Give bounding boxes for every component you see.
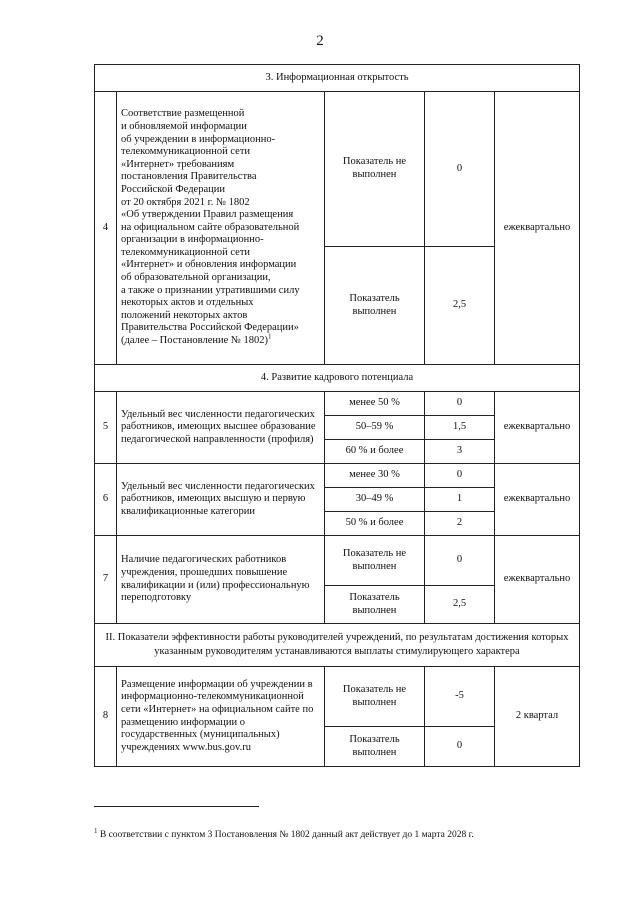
row-5-description: Удельный вес численности педагогических работников, имеющих высшее образование педагогической направленности (профиля) [117, 392, 325, 464]
row-4-description-line: постановления Правительства [121, 171, 257, 183]
table-row-6a [95, 464, 580, 488]
row-8-period: 2 квартал [495, 667, 580, 767]
row-4-description-line: на официальном сайте образовательной [121, 221, 300, 233]
row-4-description-line: «Интернет» требованиям [121, 158, 235, 170]
row-4-description-line: телекоммуникационной сети [121, 146, 251, 158]
row-6-value-2: 1 [425, 488, 495, 512]
row-6-value-1: 0 [425, 464, 495, 488]
row-4-description-line: Правительства Российской Федерации» [121, 322, 299, 334]
table-row-4a [95, 92, 580, 247]
row-5-number: 5 [95, 392, 117, 464]
page-number: 2 [316, 33, 324, 49]
row-6-value-3: 2 [425, 512, 495, 536]
table-row-7a [95, 536, 580, 586]
row-4-description-line: Российской Федерации [121, 183, 225, 195]
row-5-option-1: менее 50 % [325, 392, 425, 416]
row-5-option-3: 60 % и более [325, 440, 425, 464]
row-8-value-not-met: -5 [425, 667, 495, 727]
row-7-period: ежеквартально [495, 536, 580, 624]
row-5-value-2: 1,5 [425, 416, 495, 440]
row-4-description-line: (далее – Постановление № 1802)$^1$ [121, 332, 272, 347]
row-6-description: Удельный вес численности педагогических работников, имеющих высшую и первую квалификационные категории [117, 464, 325, 536]
row-8-number: 8 [95, 667, 117, 767]
section-3-title: 3. Информационная открытость [95, 65, 580, 92]
row-8-description: Размещение информации об учреждении в информационно-телекоммуникационной сети «Интернет» на официальном сайте по размещению информации о государственных (муниципальных) учреждениях www.bus.gov.ru [117, 667, 325, 767]
table-row-5a [95, 392, 580, 416]
row-4-description-line: от 20 октября 2021 г. № 1802 [121, 196, 250, 208]
footnote-text: В соответствии с пунктом 3 Постановления № 1802 данный акт действует до 1 марта 2028 г. [99, 830, 474, 840]
row-4-description-line: организации в информационно- [121, 234, 264, 246]
row-8-value-met: 0 [425, 727, 495, 767]
row-4-value-met: 2,5 [425, 247, 495, 365]
row-4-description-line: об учреждении в информационно- [121, 133, 276, 145]
section-3-header-row [95, 65, 580, 92]
row-4-description-line: об образовательной организации, [121, 272, 271, 284]
row-6-number: 6 [95, 464, 117, 536]
footnote [94, 826, 474, 840]
row-6-option-1: менее 30 % [325, 464, 425, 488]
row-5-period: ежеквартально [495, 392, 580, 464]
indicators-table [94, 64, 580, 767]
section-4-title: 4. Развитие кадрового потенциала [95, 365, 580, 392]
row-5-option-2: 50–59 % [325, 416, 425, 440]
section-4-header-row [95, 365, 580, 392]
row-7-description: Наличие педагогических работников учреждения, прошедших повышение квалификации и (или) профессиональную переподготовку [117, 536, 325, 624]
footnote-mark: 1 [94, 826, 98, 835]
row-4-description-line: а также о признании утратившими силу [121, 284, 300, 296]
row-7-number: 7 [95, 536, 117, 624]
row-4-description-line: «Интернет» и обновления информации [121, 259, 297, 271]
row-4-description-line: Соответствие размещенной [121, 108, 245, 120]
row-8-option-not-met: Показатель не выполнен [325, 667, 425, 727]
row-4-description-line: телекоммуникационной сети [121, 246, 251, 258]
footnote-reference: 1 [268, 332, 272, 341]
row-7-option-not-met: Показатель не выполнен [325, 536, 425, 586]
row-4-value-not-met: 0 [425, 92, 495, 247]
section-2-title: II. Показатели эффективности работы руководителей учреждений, по результатам достижения которых указанным руководителям устанавливаются выплаты стимулирующего характера [95, 624, 580, 667]
row-7-option-met: Показатель выполнен [325, 586, 425, 624]
row-6-option-2: 30–49 % [325, 488, 425, 512]
footnote-separator [94, 806, 259, 807]
table-row-8a [95, 667, 580, 727]
row-4-description [117, 92, 325, 365]
row-6-option-3: 50 % и более [325, 512, 425, 536]
row-7-value-not-met: 0 [425, 536, 495, 586]
row-4-description-line: и обновляемой информации [121, 120, 247, 132]
row-4-option-met: Показатель выполнен [325, 247, 425, 365]
row-7-value-met: 2,5 [425, 586, 495, 624]
row-8-option-met: Показатель выполнен [325, 727, 425, 767]
row-4-description-line: «Об утверждении Правил размещения [121, 209, 294, 221]
row-4-description-line: некоторых актов и отдельных [121, 297, 254, 309]
section-2-header-row [95, 624, 580, 667]
row-4-period: ежеквартально [495, 92, 580, 365]
row-4-option-not-met: Показатель не выполнен [325, 92, 425, 247]
row-4-description-line: положений некоторых актов [121, 309, 248, 321]
row-4-number: 4 [95, 92, 117, 365]
row-5-value-1: 0 [425, 392, 495, 416]
row-6-period: ежеквартально [495, 464, 580, 536]
row-5-value-3: 3 [425, 440, 495, 464]
